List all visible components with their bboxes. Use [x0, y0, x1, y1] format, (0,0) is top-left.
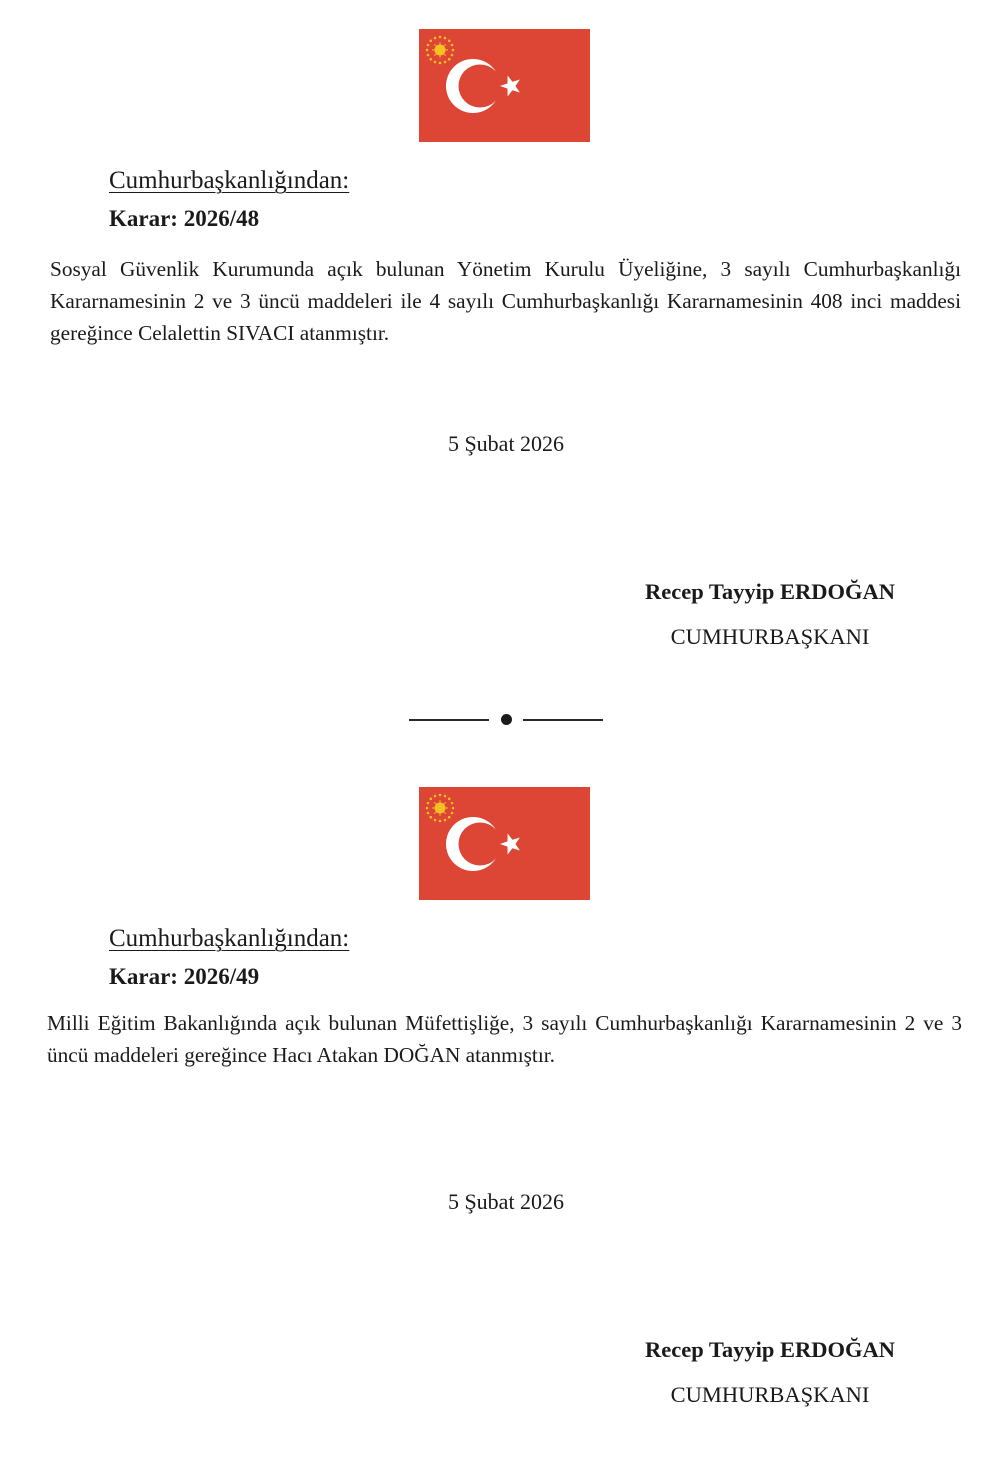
decision-date: 5 Şubat 2026 [447, 1189, 565, 1214]
decision-date: 5 Şubat 2026 [447, 431, 565, 456]
signer-name: Recep Tayyip ERDOĞAN [644, 1337, 896, 1362]
decision-body: Milli Eğitim Bakanlığında açık bulunan Müfettişliğe, 3 sayılı Cumhurbaşkanlığı Kararnamesinin 2 ve 3 üncü maddeleri gereğince Hacı Atakan DOĞAN atanmıştır. [47, 1011, 962, 1067]
separator-dot [501, 714, 512, 725]
presidential-flag-icon [419, 29, 590, 142]
signer-title: CUMHURBAŞKANI [670, 624, 870, 649]
decision-number: Karar: 2026/48 [109, 206, 260, 231]
decision-number: Karar: 2026/49 [109, 964, 260, 989]
separator-line-left [409, 719, 489, 721]
issuer-heading: Cumhurbaşkanlığından: [109, 167, 350, 194]
presidential-flag-icon [419, 787, 590, 900]
decision-body: Sosyal Güvenlik Kurumunda açık bulunan Yönetim Kurulu Üyeliğine, 3 sayılı Cumhurbaşkanlığı Kararnamesinin 2 ve 3 üncü maddeleri ile 4 sayılı Cumhurbaşkanlığı Kararnamesinin 408 inci maddesi gereğince Celalettin SIVACI atanmıştır. [50, 257, 961, 345]
separator-line-right [523, 719, 603, 721]
issuer-heading: Cumhurbaşkanlığından: [109, 925, 350, 952]
signer-name: Recep Tayyip ERDOĞAN [644, 579, 896, 604]
signer-title: CUMHURBAŞKANI [670, 1382, 870, 1407]
section-separator [409, 708, 604, 732]
